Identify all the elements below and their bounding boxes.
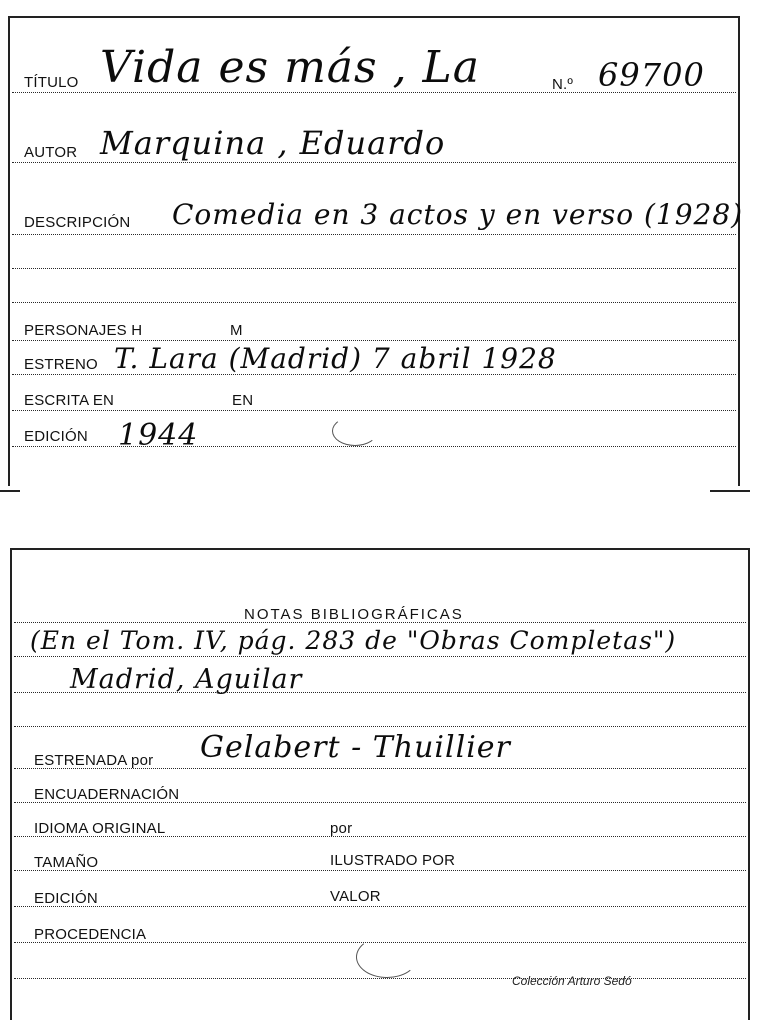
idioma-line <box>14 836 746 837</box>
numero-value: 69700 <box>598 56 705 94</box>
edicion-bottom-label: EDICIÓN <box>34 890 98 907</box>
idioma-por-label: por <box>330 820 353 837</box>
encuadernacion-label: ENCUADERNACIÓN <box>34 786 180 803</box>
ilustrado-por-label: ILUSTRADO POR <box>330 852 456 869</box>
titulo-line <box>12 92 736 93</box>
notas-line-2: Madrid, Aguilar <box>70 664 303 695</box>
bottom-edge-top-card <box>0 490 20 492</box>
notas-blank-rule <box>14 726 746 727</box>
escrita-en-line <box>12 410 736 411</box>
estreno-line <box>12 374 736 375</box>
notas-heading-line <box>14 622 746 623</box>
blank-line-1 <box>12 268 736 269</box>
edicion-value: 1944 <box>118 418 199 453</box>
descripcion-value: Comedia en 3 actos y en verso (1928) <box>172 198 744 231</box>
coleccion-footer: Colección Arturo Sedó <box>512 974 632 988</box>
valor-label: VALOR <box>330 888 381 905</box>
edicion-bottom-line <box>14 906 746 907</box>
estreno-label: ESTRENO <box>24 356 98 373</box>
idioma-original-label: IDIOMA ORIGINAL <box>34 820 166 837</box>
paper-smudge-bottom <box>356 936 418 978</box>
tamano-line <box>14 870 746 871</box>
edicion-line <box>12 446 736 447</box>
escrita-en-en-label: EN <box>232 392 254 409</box>
titulo-label: TÍTULO <box>24 74 79 91</box>
estrenada-por-label: ESTRENADA por <box>34 752 154 769</box>
tamano-label: TAMAÑO <box>34 854 99 871</box>
paper-smudge-top <box>332 416 378 446</box>
numero-label: N.º <box>552 76 574 93</box>
procedencia-label: PROCEDENCIA <box>34 926 147 943</box>
notas-line-1-rule <box>14 656 746 657</box>
personajes-label: PERSONAJES H <box>24 322 143 339</box>
personajes-line <box>12 340 736 341</box>
personajes-m-label: M <box>230 322 243 339</box>
footer-line <box>14 978 746 979</box>
descripcion-line <box>12 234 736 235</box>
encuadernacion-line <box>14 802 746 803</box>
blank-line-2 <box>12 302 736 303</box>
estreno-value: T. Lara (Madrid) 7 abril 1928 <box>114 342 557 375</box>
autor-line <box>12 162 736 163</box>
notas-line-1: (En el Tom. IV, pág. 283 de "Obras Completas") <box>30 626 677 655</box>
estrenada-line <box>14 768 746 769</box>
titulo-value: Vida es más , La <box>100 42 481 93</box>
bottom-edge-top-card-right <box>710 490 750 492</box>
notas-heading: NOTAS BIBLIOGRÁFICAS <box>244 606 464 623</box>
escrita-en-label: ESCRITA EN <box>24 392 115 409</box>
autor-label: AUTOR <box>24 144 78 161</box>
edicion-label: EDICIÓN <box>24 428 88 445</box>
notas-line-2-rule <box>14 692 746 693</box>
descripcion-label: DESCRIPCIÓN <box>24 214 131 231</box>
estrenada-por-value: Gelabert - Thuillier <box>200 730 511 765</box>
autor-value: Marquina , Eduardo <box>100 124 446 162</box>
